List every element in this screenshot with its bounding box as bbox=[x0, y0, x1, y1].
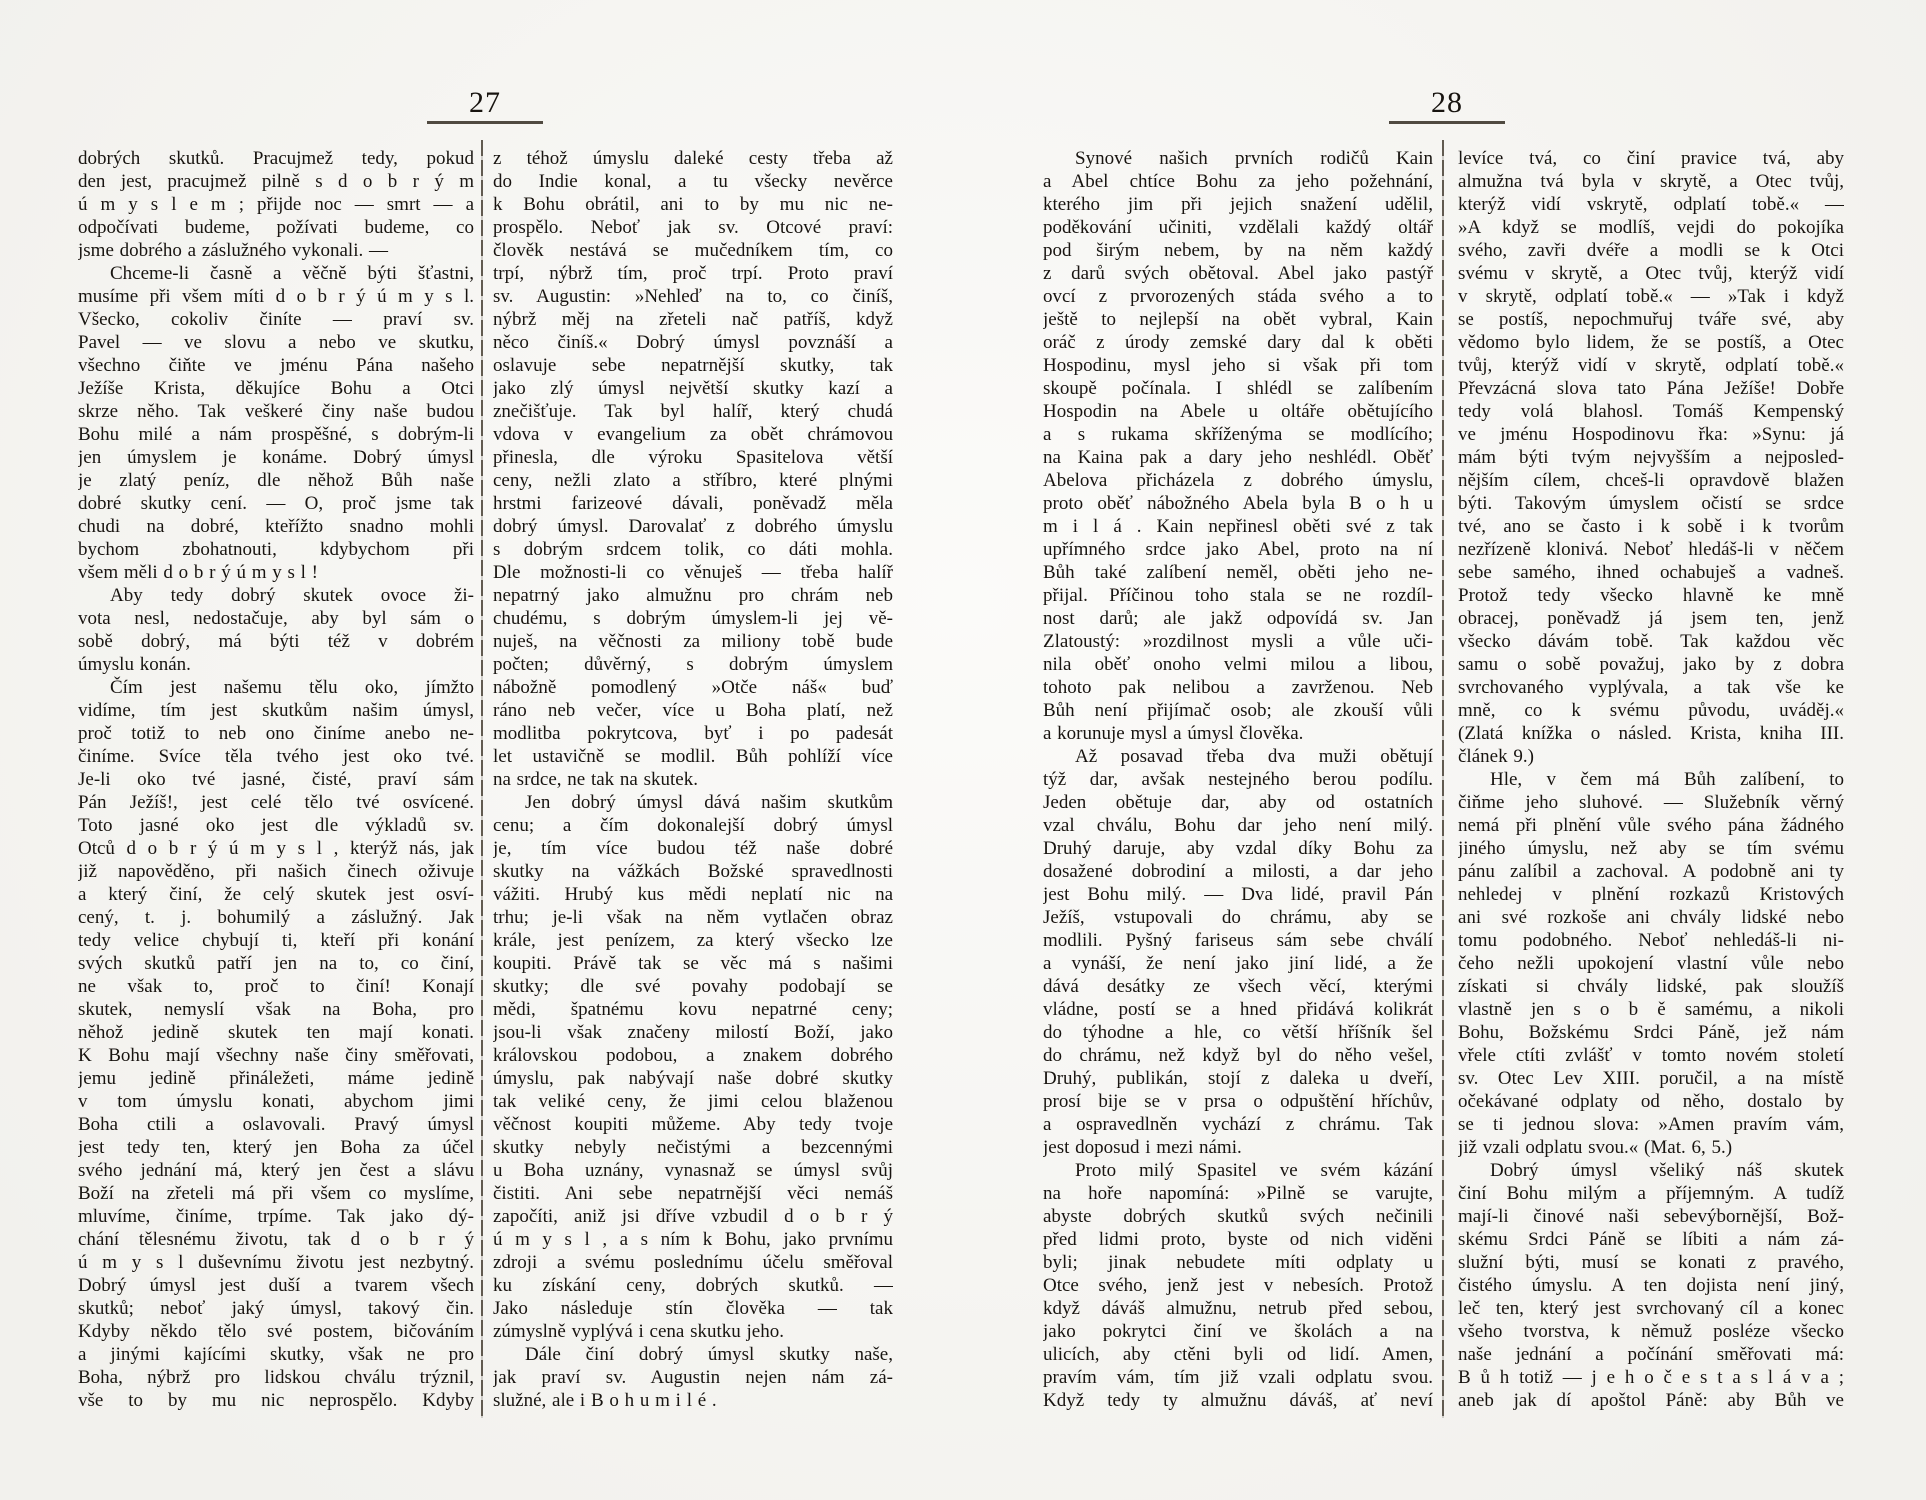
text-line: Jeden obětuje dar, aby od ostatních bbox=[1043, 792, 1433, 813]
text-line: vše to by mu nic neprospělo. Kdyby bbox=[78, 1390, 474, 1411]
text-line: Boha ctili a oslavovali. Pravý úmysl bbox=[78, 1114, 474, 1135]
text-line: prospělo. Neboť jak sv. Otcové praví: bbox=[493, 217, 893, 238]
text-line: všecko dávám tobě. Tak každou věc bbox=[1458, 631, 1844, 652]
text-line: úmyslu konán. bbox=[78, 654, 191, 675]
text-line: skoupě počínala. I shlédl se zalíbením bbox=[1043, 378, 1433, 399]
text-line: mluvíme, činíme, trpíme. Tak jako dý- bbox=[78, 1206, 474, 1227]
text-line: Hospodinu, mysl jeho si však při tom bbox=[1043, 355, 1433, 376]
text-line: Aby tedy dobrý skutek ovoce ži- bbox=[110, 585, 474, 606]
text-line: dobrých skutků. Pracujmež tedy, pokud bbox=[78, 148, 474, 169]
text-line: a který činí, že celý skutek jest osví- bbox=[78, 884, 474, 905]
text-line: naše jednání a počínání směřovati má: bbox=[1458, 1344, 1844, 1365]
text-line: Kdyby někdo tělo své postem, bičováním bbox=[78, 1321, 474, 1342]
text-line: oslavuje sebe nepatrnější skutky, tak bbox=[493, 355, 893, 376]
text-line: odpočívati budeme, požívati budeme, co bbox=[78, 217, 474, 238]
text-line: všeho tvorstva, k němuž posléze všecko bbox=[1458, 1321, 1844, 1342]
text-line: Synové našich prvních rodičů Kain bbox=[1075, 148, 1433, 169]
text-line: tak veliké ceny, že jimi celou blaženou bbox=[493, 1091, 893, 1112]
text-line: skrze něho. Tak veškeré činy naše budou bbox=[78, 401, 474, 422]
text-line: let ustavičně se modlil. Bůh pohlíží více bbox=[493, 746, 893, 767]
text-line: aneb jak dí apoštol Páně: aby Bůh ve bbox=[1458, 1390, 1844, 1411]
text-line: bychom zbohatnouti, kdybychom při bbox=[78, 539, 474, 560]
text-line: Bůh není přijímač osob; ale zkouší vůli bbox=[1043, 700, 1433, 721]
text-line: krále, jest penízem, za který všecko lze bbox=[493, 930, 893, 951]
text-line: Zlatoustý: »rozdilnost mysli a vůle uči- bbox=[1043, 631, 1433, 652]
text-line: Čím jest našemu tělu oko, jímžto bbox=[110, 677, 474, 698]
text-line: skutek, nemyslí však na Boha, pro bbox=[78, 999, 474, 1020]
text-line: Převzácná slova tato Pána Ježíše! Dobře bbox=[1458, 378, 1844, 399]
text-line: modlitba pokrytcova, byť i po padesát bbox=[493, 723, 893, 744]
text-line: vlastně jen s o b ě samému, a nikoli bbox=[1458, 999, 1844, 1020]
text-line: Hle, v čem má Bůh zalíbení, to bbox=[1490, 769, 1844, 790]
text-line: s dobrým srdcem tolik, co dáti mohla. bbox=[493, 539, 893, 560]
text-line: skutky nebyly nečistými a bezcennými bbox=[493, 1137, 893, 1158]
page-number-rule bbox=[427, 121, 543, 124]
text-line: služní býti, musí se konati z pravého, bbox=[1458, 1252, 1844, 1273]
text-line: královskou podobou, a znakem dobrého bbox=[493, 1045, 893, 1066]
text-line: ovcí z prvorozených stáda svého a to bbox=[1043, 286, 1433, 307]
text-line: ulicích, aby ctěni byli od lidí. Amen, bbox=[1043, 1344, 1433, 1365]
text-line: ku získání ceny, dobrých skutků. — bbox=[493, 1275, 893, 1296]
text-line: sebe samého, ihned ochabuješ a vadneš. bbox=[1458, 562, 1844, 583]
text-line: (Zlatá knížka o násled. Krista, kniha III. bbox=[1458, 723, 1844, 744]
text-line: oráč z úrody zemské dary dal k oběti bbox=[1043, 332, 1433, 353]
text-line: mědi, špatnému kovu nepatrné ceny; bbox=[493, 999, 893, 1020]
text-line: Druhý, publikán, stojí z daleka u dveří, bbox=[1043, 1068, 1433, 1089]
text-line: vřele ctíti zvlášť v tomto novém století bbox=[1458, 1045, 1844, 1066]
text-line: znečišťuje. Tak byl halíř, který chudá bbox=[493, 401, 893, 422]
text-line: skutků; neboť jaký úmysl, takový čin. bbox=[78, 1298, 474, 1319]
text-line: ú m y s l duševnímu životu jest nezbytný. bbox=[78, 1252, 474, 1273]
text-line: almužna tvá byla v skrytě, a Otec tvůj, bbox=[1458, 171, 1844, 192]
text-line: »A když se modlíš, vejdi do pokojíka bbox=[1458, 217, 1844, 238]
text-line: Dále činí dobrý úmysl skutky naše, bbox=[525, 1344, 893, 1365]
text-line: Abelova přicházela z dobrého úmyslu, bbox=[1043, 470, 1433, 491]
text-line: Druhý daruje, aby vzdal díky Bohu za bbox=[1043, 838, 1433, 859]
text-line: tedy velice chybují ti, kteří při konání bbox=[78, 930, 474, 951]
text-line: ve jménu Hospodinovu řka: »Synu: já bbox=[1458, 424, 1844, 445]
text-line: nemá při plnění vůle svého pána žádného bbox=[1458, 815, 1844, 836]
text-line: Otců d o b r ý ú m y s l , kterýž nás, jak bbox=[78, 838, 474, 859]
text-line: vážiti. Hrubý kus mědi neplatí nic na bbox=[493, 884, 893, 905]
text-line: do Indie konal, a tu všecky nevěrce bbox=[493, 171, 893, 192]
text-line: nýbrž měj na zřeteli nač patříš, když bbox=[493, 309, 893, 330]
page-number: 28 bbox=[1431, 86, 1463, 119]
text-line: jen úmyslem je konáme. Dobrý úmysl bbox=[78, 447, 474, 468]
text-line: zúmyslně vyplývá i cena skutku jeho. bbox=[493, 1321, 784, 1342]
text-line: se ti jednou slova: »Amen pravím vám, bbox=[1458, 1114, 1844, 1135]
text-line: mají-li činové naši sebevýbornější, Bož- bbox=[1458, 1206, 1844, 1227]
text-line: Bohu milé a nám prospěšné, s dobrým-li bbox=[78, 424, 474, 445]
text-line: jak praví sv. Augustin nejen nám zá- bbox=[493, 1367, 893, 1388]
text-line: tohoto pak nelibou a zavrženou. Neb bbox=[1043, 677, 1433, 698]
text-line: svého jednání má, který jen čest a slávu bbox=[78, 1160, 474, 1181]
text-line: Pán Ježíš!, jest celé tělo tvé osvícené. bbox=[78, 792, 474, 813]
text-line: na srdce, ne tak na skutek. bbox=[493, 769, 698, 790]
text-line: týž dar, avšak nestejného berou podílu. bbox=[1043, 769, 1433, 790]
text-column-page28-left bbox=[1043, 147, 1433, 1412]
text-line: proto oběť nábožného Abela byla B o h u bbox=[1043, 493, 1433, 514]
text-column-page28-right bbox=[1458, 147, 1844, 1412]
text-line: Je-li oko tvé jasné, čisté, praví sám bbox=[78, 769, 474, 790]
text-line: Jako následuje stín člověka — tak bbox=[493, 1298, 893, 1319]
text-line: ráno neb večer, více u Boha platí, než bbox=[493, 700, 893, 721]
text-line: sv. Augustin: »Nehleď na to, co činíš, bbox=[493, 286, 893, 307]
text-line: Proto milý Spasitel ve svém kázání bbox=[1075, 1160, 1433, 1181]
text-line: nehledej v plnění rozkazů Kristových bbox=[1458, 884, 1844, 905]
text-line: již napověděno, při našich činech oživuje bbox=[78, 861, 474, 882]
text-line: K Bohu mají všechny naše činy směřovati, bbox=[78, 1045, 474, 1066]
text-line: vzal chválu, Bohu dar jeho není milý. bbox=[1043, 815, 1433, 836]
text-line: Bohu, Božskému Srdci Páně, jež nám bbox=[1458, 1022, 1844, 1043]
text-line: a jinými kajícími skutky, však ne pro bbox=[78, 1344, 474, 1365]
text-line: úmyslu, pak nabývají naše dobré skutky bbox=[493, 1068, 893, 1089]
text-line: mám býti tvým nejvyšším a nejposled- bbox=[1458, 447, 1844, 468]
text-line: věčnost koupiti můžeme. Aby tedy tvoje bbox=[493, 1114, 893, 1135]
column-divider bbox=[1442, 140, 1444, 1418]
text-line: Dobrý úmysl jest duší a tvarem všech bbox=[78, 1275, 474, 1296]
text-line: čeho nežli upokojení vlastní vůle nebo bbox=[1458, 953, 1844, 974]
text-line: počten; důvěrný, s dobrým úmyslem bbox=[493, 654, 893, 675]
text-line: očekávané odplaty od něho, dostalo by bbox=[1458, 1091, 1844, 1112]
text-line: Jen dobrý úmysl dává našim skutkům bbox=[525, 792, 893, 813]
text-line: vědomo bylo lidem, že se postíš, a Otec bbox=[1458, 332, 1844, 353]
text-line: služné, ale i B o h u m i l é . bbox=[493, 1390, 717, 1411]
text-column-page27-left bbox=[78, 147, 474, 1412]
text-line: Pavel — ve slovu a nebo ve skutku, bbox=[78, 332, 474, 353]
text-line: z téhož úmyslu daleké cesty třeba až bbox=[493, 148, 893, 169]
text-line: sobě dobrý, má býti též v dobrém bbox=[78, 631, 474, 652]
text-line: Bůh také zalíbení neměl, oběti jeho ne- bbox=[1043, 562, 1433, 583]
text-line: a ospravedlněn vychází z chrámu. Tak bbox=[1043, 1114, 1433, 1135]
text-line: trpí, nýbrž tím, proč trpí. Proto praví bbox=[493, 263, 893, 284]
text-line: ú m y s l , a s ním k Bohu, jako prvnímu bbox=[493, 1229, 893, 1250]
text-line: nila oběť onoho velmi milou a libou, bbox=[1043, 654, 1433, 675]
text-line: Až posavad třeba dva muži obětují bbox=[1075, 746, 1433, 767]
text-line: ú m y s l e m ; přijde noc — smrt — a bbox=[78, 194, 474, 215]
text-line: sv. Otec Lev XIII. poručil, a na místě bbox=[1458, 1068, 1844, 1089]
text-line: svého, zavři dvéře a modli se k Otci bbox=[1458, 240, 1844, 261]
text-line: jest Bohu milý. — Dva lidé, pravil Pán bbox=[1043, 884, 1433, 905]
text-line: k Bohu obrátil, ani to by mu nic ne- bbox=[493, 194, 893, 215]
text-line: nezřízeně klonivá. Neboť hledáš-li v něčem bbox=[1458, 539, 1844, 560]
text-line: leč ten, který jest svrchovaný cíl a konec bbox=[1458, 1298, 1844, 1319]
text-line: Toto jasné oko jest dle výkladů sv. bbox=[78, 815, 474, 836]
text-line: nějším cílem, chceš-li opravdově blažen bbox=[1458, 470, 1844, 491]
text-line: Boha, nýbrž pro lidskou chválu trýznil, bbox=[78, 1367, 474, 1388]
text-line: Dle možnosti-li co věnuješ — třeba halíř bbox=[493, 562, 893, 583]
text-line: čiňme jeho sluhové. — Služebník věrný bbox=[1458, 792, 1844, 813]
text-line: svému v skrytě, a Otec tvůj, kterýž vidí bbox=[1458, 263, 1844, 284]
text-line: vládne, postí se a hned přidává kolikrát bbox=[1043, 999, 1433, 1020]
text-line: tomu podobného. Neboť nehledáš-li ni- bbox=[1458, 930, 1844, 951]
text-line: pravím vám, tím již vzali odplatu svou. bbox=[1043, 1367, 1433, 1388]
text-line: Dobrý úmysl všeliký náš skutek bbox=[1490, 1160, 1844, 1181]
text-line: všem měli d o b r ý ú m y s l ! bbox=[78, 562, 318, 583]
text-line: započíti, aniž jsi dříve vzbudil d o b r ý bbox=[493, 1206, 893, 1227]
text-line: nuješ, na věčnosti za miliony tobě bude bbox=[493, 631, 893, 652]
text-line: článek 9.) bbox=[1458, 746, 1534, 767]
text-line: proč totiž to neb ono činíme anebo ne- bbox=[78, 723, 474, 744]
text-line: činí Bohu milým a příjemným. A tudíž bbox=[1458, 1183, 1844, 1204]
text-line: již vzali odplatu svou.« (Mat. 6, 5.) bbox=[1458, 1137, 1733, 1158]
text-line: mně, co k svému původu, uváděj.« bbox=[1458, 700, 1844, 721]
text-line: něhož jedině skutek ten mají konati. bbox=[78, 1022, 474, 1043]
text-line: nábožně pomodlený »Otče náš« buď bbox=[493, 677, 893, 698]
text-line: a s rukama skříženýma se modlícího; bbox=[1043, 424, 1433, 445]
text-line: a korunuje mysl a úmysl člověka. bbox=[1043, 723, 1304, 744]
text-line: ne však to, proč to činí! Konají bbox=[78, 976, 474, 997]
text-line: ještě to nejlepší na obět vybral, Kain bbox=[1043, 309, 1433, 330]
text-line: Boží na zřeteli má při všem co myslíme, bbox=[78, 1183, 474, 1204]
page-header-right bbox=[1389, 88, 1505, 124]
text-line: na hoře napomíná: »Pilně se varujte, bbox=[1043, 1183, 1433, 1204]
text-line: m i l á . Kain nepřinesl oběti své z tak bbox=[1043, 516, 1433, 537]
text-line: B ů h totiž — j e h o č e s t a s l á v a ; bbox=[1458, 1367, 1844, 1388]
text-line: jest tedy ten, který jen Boha za účel bbox=[78, 1137, 474, 1158]
text-line: zdroji a svému poslednímu účelu směřoval bbox=[493, 1252, 893, 1273]
text-line: skému Srdci Páně se líbiti a nám zá- bbox=[1458, 1229, 1844, 1250]
text-line: Otce svého, jenž jest v nebesích. Protož bbox=[1043, 1275, 1433, 1296]
text-line: vidíme, tím jest skutkům našim úmysl, bbox=[78, 700, 474, 721]
text-line: musíme při všem míti d o b r ý ú m y s l. bbox=[78, 286, 474, 307]
column-divider bbox=[481, 140, 483, 1418]
text-line: čistého úmyslu. A ten dojista není jiný, bbox=[1458, 1275, 1844, 1296]
text-line: samu o sobě považuj, jako by z dobra bbox=[1458, 654, 1844, 675]
text-line: do chrámu, než když byl do něho vešel, bbox=[1043, 1045, 1433, 1066]
text-line: prosí bije se v prsa o odpuštění hříchův, bbox=[1043, 1091, 1433, 1112]
text-line: abyste dobrých skutků svých nečinili bbox=[1043, 1206, 1433, 1227]
text-line: ceny, nežli zlato a stříbro, které plnými bbox=[493, 470, 893, 491]
text-line: Protož tedy všecko hlavně ke mně bbox=[1458, 585, 1844, 606]
text-line: býti. Takovým úmyslem očistí se srdce bbox=[1458, 493, 1844, 514]
text-line: přijal. Příčinou toho stala se ne rozdíl- bbox=[1043, 585, 1433, 606]
text-line: chudi na dobré, kteřížto snadno mohli bbox=[78, 516, 474, 537]
text-line: vota nesl, nedostačuje, aby byl sám o bbox=[78, 608, 474, 629]
text-line: člověk nestává se mučedníkem tím, co bbox=[493, 240, 893, 261]
text-line: pod širým nebem, by na něm každý bbox=[1043, 240, 1433, 261]
text-line: dosažené dobrodiní a milosti, a dar jeho bbox=[1043, 861, 1433, 882]
text-line: jsme dobrého a záslužného vykonali. — bbox=[78, 240, 388, 261]
text-line: svrchovaného vyplývala, a tak vše ke bbox=[1458, 677, 1844, 698]
text-line: modlili. Pyšný fariseus sám sebe chválí bbox=[1043, 930, 1433, 951]
text-line: upřímného srdce jako Abel, proto na ní bbox=[1043, 539, 1433, 560]
text-line: získati si chvály lidské, pak sloužíš bbox=[1458, 976, 1844, 997]
text-line: tvé, ano se často i k sobě i k tvorům bbox=[1458, 516, 1844, 537]
text-line: něco činíš.« Dobrý úmysl povznáší a bbox=[493, 332, 893, 353]
text-line: hrstmi farizeové dávali, poněvadž měla bbox=[493, 493, 893, 514]
page-number-rule bbox=[1389, 121, 1505, 124]
text-line: chudému, s dobrým úmyslem-li jej vě- bbox=[493, 608, 893, 629]
text-line: Chceme-li časně a věčně býti šťastni, bbox=[110, 263, 474, 284]
text-line: dobré skutky cení. — O, proč jsme tak bbox=[78, 493, 474, 514]
text-line: skutky; dle své povahy podobají se bbox=[493, 976, 893, 997]
text-line: chání tělesnému životu, tak d o b r ý bbox=[78, 1229, 474, 1250]
text-line: je, tím více budou též naše dobré bbox=[493, 838, 893, 859]
text-line: poděkování učiniti, vzdělali každý oltář bbox=[1043, 217, 1433, 238]
text-line: v tom úmyslu konati, abychom jimi bbox=[78, 1091, 474, 1112]
text-line: nepatrný jako almužnu pro chrám neb bbox=[493, 585, 893, 606]
text-line: kterého jim při jejich snažení udělil, bbox=[1043, 194, 1433, 215]
text-line: dobrý úmysl. Darovalať z dobrého úmyslu bbox=[493, 516, 893, 537]
text-line: cenu; a čím dokonalejší dobrý úmysl bbox=[493, 815, 893, 836]
text-line: u Boha uznány, vynasnaž se úmysl svůj bbox=[493, 1160, 893, 1181]
text-line: tvůj, kterýž vidí v skrytě, odplatí tobě.« bbox=[1458, 355, 1844, 376]
text-line: čistiti. Ani sebe nepatrnější věci nemáš bbox=[493, 1183, 893, 1204]
text-line: Ježíš, vstupovali do chrámu, aby se bbox=[1043, 907, 1433, 928]
text-line: dává desátky ze všech věcí, kterými bbox=[1043, 976, 1433, 997]
text-line: nost darů; ale jakž odpovídá sv. Jan bbox=[1043, 608, 1433, 629]
text-line: jiného úmyslu, než aby se tím svému bbox=[1458, 838, 1844, 859]
text-line: kterýž vidí vskrytě, odplatí tobě.« — bbox=[1458, 194, 1844, 215]
text-line: a vynáší, že není jako jiní lidé, a že bbox=[1043, 953, 1433, 974]
text-line: tedy volá blahosl. Tomáš Kempenský bbox=[1458, 401, 1844, 422]
text-line: Když tedy ty almužnu dáváš, ať neví bbox=[1043, 1390, 1433, 1411]
text-line: Ježíše Krista, děkujíce Bohu a Otci bbox=[78, 378, 474, 399]
text-line: na Kaina pak a dary jeho neshlédl. Oběť bbox=[1043, 447, 1433, 468]
text-line: cený, t. j. bohumilý a záslužný. Jak bbox=[78, 907, 474, 928]
text-line: před lidmi proto, byste od nich viděni bbox=[1043, 1229, 1433, 1250]
text-line: činíme. Svíce těla tvého jest oko tvé. bbox=[78, 746, 474, 767]
text-line: ani své rozkoše ani chvály lidské nebo bbox=[1458, 907, 1844, 928]
text-line: Hospodin na Abele u oltáře obětujícího bbox=[1043, 401, 1433, 422]
text-line: pánu zalíbil a zachoval. A podobně ani ty bbox=[1458, 861, 1844, 882]
text-line: skutky na vážkách Božské spravedlnosti bbox=[493, 861, 893, 882]
text-line: vdova v evangelium za obět chrámovou bbox=[493, 424, 893, 445]
text-line: v skrytě, odplatí tobě.« — »Tak i když bbox=[1458, 286, 1844, 307]
text-line: přinesla, dle výroku Spasitelova větší bbox=[493, 447, 893, 468]
text-line: a Abel chtíce Bohu za jeho požehnání, bbox=[1043, 171, 1433, 192]
text-line: jemu jedině přináležeti, máme jedině bbox=[78, 1068, 474, 1089]
page-number: 27 bbox=[469, 86, 501, 119]
text-line: den jest, pracujmež pilně s d o b r ý m bbox=[78, 171, 474, 192]
text-line: koupiti. Právě tak se věc má s našimi bbox=[493, 953, 893, 974]
text-line: levíce tvá, co činí pravice tvá, aby bbox=[1458, 148, 1844, 169]
text-line: obracej, poněvadž já jsem ten, jenž bbox=[1458, 608, 1844, 629]
text-line: do týhodne a hle, co větší hříšník šel bbox=[1043, 1022, 1433, 1043]
text-column-page27-right bbox=[493, 147, 893, 1412]
text-line: trhu; je-li však na něm vytlačen obraz bbox=[493, 907, 893, 928]
text-line: Všecko, cokoliv činíte — praví sv. bbox=[78, 309, 474, 330]
page-header-left bbox=[427, 88, 543, 124]
text-line: se postíš, nepochmuřuj tváře své, aby bbox=[1458, 309, 1844, 330]
text-line: z darů svých obětoval. Abel jako pastýř bbox=[1043, 263, 1433, 284]
text-line: jest doposud i mezi námi. bbox=[1043, 1137, 1242, 1158]
text-line: když dáváš almužnu, netrub před sebou, bbox=[1043, 1298, 1433, 1319]
text-line: je zlatý peníz, dle něhož Bůh naše bbox=[78, 470, 474, 491]
text-line: jako zlý úmysl největší skutky kazí a bbox=[493, 378, 893, 399]
text-line: jsou-li však značeny milostí Boží, jako bbox=[493, 1022, 893, 1043]
text-line: jako pokrytci činí ve školách a na bbox=[1043, 1321, 1433, 1342]
text-line: svých skutků patří jen na to, co činí, bbox=[78, 953, 474, 974]
text-line: byli; jinak nebudete míti odplaty u bbox=[1043, 1252, 1433, 1273]
text-line: všechno čiňte ve jménu Pána našeho bbox=[78, 355, 474, 376]
